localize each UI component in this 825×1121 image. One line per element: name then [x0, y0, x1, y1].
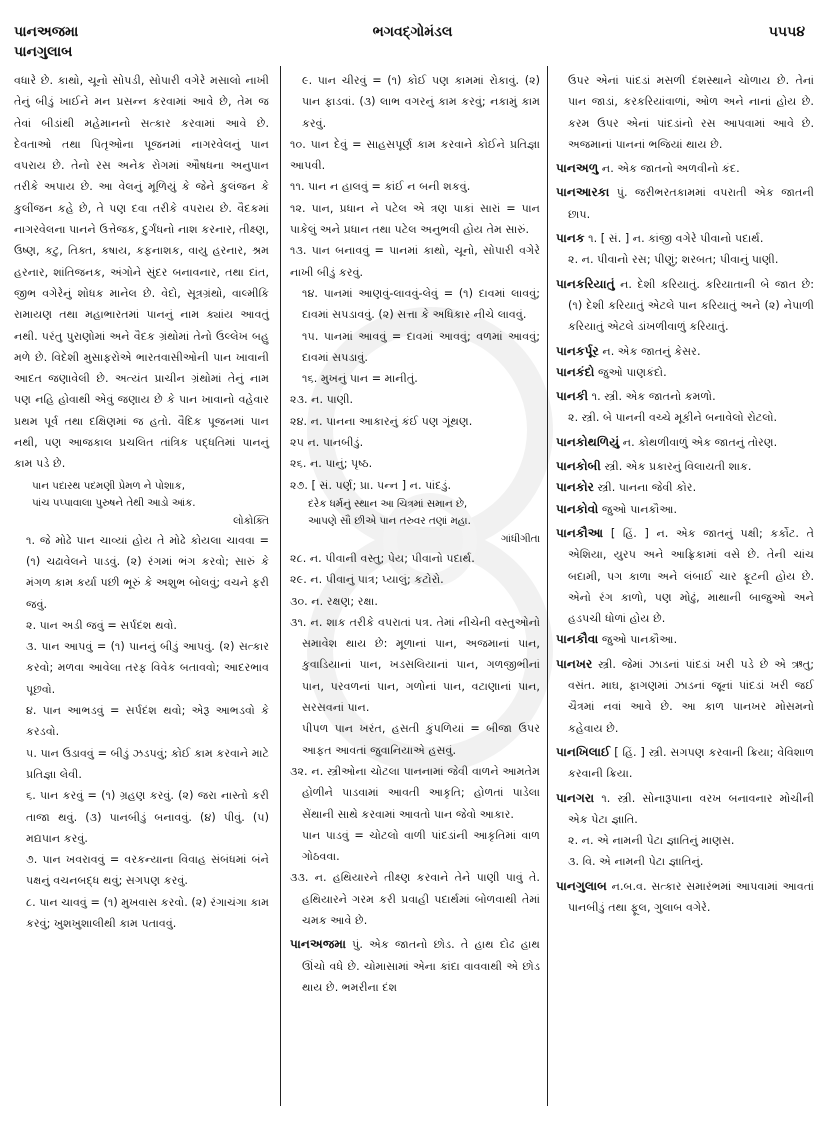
dictionary-entry [556, 341, 814, 362]
entry-definition: ન. એક જાતનું કેસર. [602, 344, 701, 358]
dictionary-entry [556, 228, 814, 249]
sense-item: ૨૯. ન. પીવાનું પાત્ર; પ્યાલું; કટોરો. [290, 573, 444, 587]
column-left [14, 70, 269, 934]
sense-item: ૨૪. ન. પાનના આકારનું કંઈ પણ ગૂંથણ. [290, 414, 473, 428]
sense-item: ૨૩. ન. પાણી. [290, 393, 354, 407]
entry-headword: પાનકૌઆ [556, 525, 604, 540]
entry-headword: પાનકોર [556, 480, 594, 495]
idiom-item: પાન પાડવું = ચોટલો વાળી પાંદડાંની આકૃતિમાં વાળ ગોઠવવા. [302, 828, 540, 864]
dictionary-entry [556, 182, 814, 225]
verse-source: ગાંધીગીતા [501, 532, 540, 545]
dictionary-entry [556, 456, 814, 477]
entry-subsense: ૨. ન. એ નામની પેટા જ્ઞાતિનું માણસ. [568, 834, 735, 848]
entry-definition: ન. કોથળીવાળું એક જાતનું તોરણ. [622, 435, 778, 449]
entry-headword: પાનકોવો [556, 501, 599, 516]
entry-definition: જુઓ પાનકૌઆ. [601, 502, 678, 516]
dictionary-entry [556, 274, 814, 338]
entry-definition: ન.બ.વ. સત્કાર સમારંભમાં આપવામાં આવતાં પાનબીડું તથા ફૂલ, ગુલાબ વગેરે. [568, 879, 814, 914]
idiom-item: ૧૩. પાન બનાવવું = પાનમાં કાથો, ચૂનો, સોપારી વગેરે નાખી બીડું કરવું. [290, 244, 540, 279]
idiom-item: ૧૨. પાન, પ્રધાન ને પટેલ એ ત્રણ પાકાં સારાં = પાન પાકેલું અને પ્રધાન તથા પટેલ અનુભવી હોય તેમ સારું. [290, 201, 540, 237]
entry-headword: પાનકંદો [556, 364, 595, 379]
entry-headword: પાનક [556, 231, 585, 246]
entry-headword: પાનકી [556, 389, 589, 404]
idiom-item: ૨. પાન અડી જવું = સર્પદંશ થવો. [26, 618, 177, 632]
dictionary-entry [556, 432, 814, 453]
dictionary-entry [556, 499, 814, 520]
sense-item: ૨૫ ન. પાનબીડું. [290, 436, 364, 450]
dictionary-entry [556, 158, 814, 179]
verse-source: લોકોક્તિ [233, 514, 269, 527]
guide-word-last: પાનગુલાબ [14, 44, 73, 60]
idiom-item: ૬. પાન કરવું = (૧) ગ્રહણ કરવું. (૨) જરા નાસ્તો કરી તાજા થવું. (૩) પાનબીડું બનાવવું. (૪) પીવું. (૫) મદ્યપાન કરવું. [26, 789, 269, 845]
entry-headword: પાનકોથળિયું [556, 434, 620, 449]
running-title: ભગવદ્ગોમંડલ [372, 24, 453, 40]
entry-headword: પાનગુલાબ [556, 878, 607, 893]
verse-line: આપણે સૌ છીએ પાન તરુવર તણાં મહા. [308, 514, 471, 527]
entry-headword: પાનગરા [556, 790, 595, 805]
sense-item: ૨૮. ન. પીવાની વસ્તુ; પેય; પીવાનો પદાર્થ. [290, 551, 475, 565]
column-right [556, 70, 814, 918]
idiom-item: ૧૪. પાનમાં આણવું-લાવવું-લેવું = (૧) દાવમાં લાવવું; દાવમાં સપડાવવું. (૨) સત્તા કે અધિકાર નીચે લાવવું. [302, 286, 540, 322]
column-divider [547, 66, 548, 1106]
idiom-item: ૧૦. પાન દેવું = સાહસપૂર્ણ કામ કરવાને કોઈને પ્રતિજ્ઞા આપવી. [290, 137, 540, 173]
entry-definition: જુઓ પાણકંદો. [598, 365, 667, 379]
entry-subsense: ૩. વિ. એ નામની પેટા જ્ઞાતિનું. [568, 855, 704, 869]
column-middle [290, 70, 540, 998]
verse-line: દરેક ધર્મનું સ્થાન આ ચિત્રમાં સમાન છે, [308, 497, 468, 510]
idiom-item: ૧૧. પાન ન હાલવું = કાંઈ ન બની શકવું. [290, 180, 471, 194]
idiom-item: ૧. જે મોઢે પાન ચાવ્યાં હોય તે મોઢે કોયલા ચાવવા = (૧) ચઢાવેલને પાડવું. (૨) રંગમાં ભંગ કરવો; સારું કે મંગળ કામ કર્યા પછી ભૂરું કે અશુભ બોલવું; વચને ફરી જવું. [26, 533, 269, 611]
entry-headword: પાનઅજમા [290, 937, 346, 952]
idiom-item: પીપળ પાન ખરંત, હસતી કુંપળિયાં = બીજા ઉપર આફત આવતાં જુવાનિયાએ હસવું. [302, 722, 540, 757]
entry-definition: પું. એક જાતનો છોડ. તે હાથ દોઢ હાથ ઊંચો વધે છે. ચોમાસામાં એના કાંદા વાવવાથી એ છોડ થાય છે. ભમરીના દંશ [302, 938, 541, 994]
idiom-item: ૪. પાન આભડવું = સર્પદંશ થવો; એરૂ આભડવો કે કરડવો. [26, 704, 269, 739]
entry-definition: ૧. [ સં. ] ન. કાંજી વગેરે પીવાનો પદાર્થ. [588, 232, 764, 246]
guide-word-first: પાનઅજમા [14, 24, 79, 40]
entry-headword: પાનખિલાઈ [556, 744, 611, 759]
column-divider [280, 66, 281, 1106]
dictionary-entry [556, 788, 814, 831]
dictionary-entry [556, 629, 814, 650]
dictionary-entry [556, 386, 814, 407]
dictionary-entry [556, 876, 814, 919]
idiom-item: ૩. પાન આપવું = (૧) પાનનું બીડું આપવું. (૨) સત્કાર કરવો; મળવા આવેલા તરફ વિવેક બતાવવો; આદરભાવ પૂછવો. [26, 640, 269, 696]
entry-continuation: વધારે છે. કાથો, ચૂનો સોપડી, સોપારી વગેરે મસાલો નાખી તેનું બીડું ખાઈને મન પ્રસન્ન કરવામાં આવે છે, તેમ જ તેવાં બીડાંથી મહેમાનનો સત્કાર કરવામાં આવે છે. દેવતાઓ તથા પિતૃઓના પૂજનમાં નાગરવેલનું પાન વપરાય છે. તેનો રસ અનેક રોગમાં ઔષધના અનુપાન તરીકે અપાય છે. આ વેલનું મૂળિયું કે જેને કુલંજન કે કુલીંજન કહે છે, તે પણ દવા તરીકે વપરાય છે. વૈદકમાં નાગરવેલના પાનને ઉત્તેજક, દુર્ગંધનો નાશ કરનાર, તીક્ષ્ણ, ઉષ્ણ, કટુ, તિક્ત, કષાય, કફનાશક, વાયુ હરનાર, શ્રમ હરનાર, શાંતિજનક, અંગોને સુંદર બનાવનાર, તથા દાંત, જીભ વગેરેનું શોધક માનેલ છે. વેદો, સૂત્રગ્રંથો, વાલ્મીકિ રામાયણ તથા મહાભારતમાં પાનનું નામ ક્યાંય આવતું નથી. પરંતુ પુરાણોમાં અને વૈદક ગ્રંથોમાં તેનો ઉલ્લેખ બહુ મળે છે. વિદેશી મુસાફરોએ ભારતવાસીઓની પાન ખાવાની આદત જણાવેલી છે. અત્યંત પ્રાચીન ગ્રંથોમાં તેનું નામ પણ નહિ હોવાથી એવું જણાય છે કે પાન ખાવાનો વહેવાર પ્રથમ પૂર્વ તથા દક્ષિણમાં જ હતો. વૈદિક પૂજનમાં પાન નથી, પણ આજકાલ પ્રચલિત તાંત્રિક પદ્ધતિમાં પાનનું કામ પડે છે. [14, 74, 269, 471]
sense-item: ૩૨. ન. સ્ત્રીઓના ચોટલા પાનનામાં જેવી વાળને આમતેમ હોળીને પાડવામાં આવતી આકૃતિ; હોળતાં પાડેલા સેંથાની સાથે કરવામાં આવતો પાન જેવો આકાર. [290, 764, 540, 821]
sense-item: ૩૧. ન. શાક તરીકે વપરાતાં પત્ર. તેમાં નીચેની વસ્તુઓનો સમાવેશ થાય છે: મૂળાનાં પાન, અજમાનાં પાન, કુવાડિયાનાં પાન, ખડસલિયાનાં પાન, ગળજીભીનાં પાન, પરવળનાં પાન, ગળોનાં પાન, વટાણાનાં પાન, સરસવનાં પાન. [290, 615, 540, 715]
entry-definition: ન. એક જાતનો અળવીનો કંદ. [601, 162, 740, 176]
entry-definition: સ્ત્રી. એક પ્રકારનું વિલાયતી શાક. [604, 460, 752, 474]
idiom-item: ૭. પાન ખવરાવવું = વરકન્યાના વિવાહ સંબંધમાં બંને પક્ષનું વચનબદ્ધ થવું; સગપણ કરવું. [26, 853, 269, 888]
sense-item: ૨૬. ન. પાનું; પૃષ્ઠ. [290, 457, 373, 471]
entry-subsense: ૨. ન. પીવાનો રસ; પીણું; શરબત; પીવાનું પાણી. [568, 253, 779, 267]
entry-definition: ૧. સ્ત્રી. સોનારૂપાના વરખ બનાવનાર મોચીની એક પેટા જ્ઞાતિ. [568, 791, 814, 826]
idiom-item: ૧૫. પાનમાં આવવું = દાવમાં આવવું; વળમાં આવવું; દાવમાં સપડાવું. [302, 329, 540, 364]
sense-item: ૨૭. [ સં. પર્ણ; પ્રા. પન્ન ] ન. પાંદડું. [290, 478, 452, 492]
dictionary-entry [556, 742, 814, 785]
entry-subsense: ૨. સ્ત્રી. બે પાનની વચ્ચે મૂકીને બનાવેલો રોટલો. [568, 411, 778, 425]
entry-definition: [ હિં. ] ન. એક જાતનું પક્ષી; કર્કોટ. તે એશિયા, યુરપ અને આફ્રિકામાં વસે છે. તેની ચાંચ બદામી, પગ કાળા અને લંબાઈ ચાર ફૂટની હોય છે. એનો રંગ કાળો, પણ મોઢું, માથાની બાજુઓ અને હડપચી ધોળાં હોય છે. [568, 526, 814, 626]
dictionary-entry [556, 477, 814, 498]
page-header [0, 12, 825, 64]
page-number: ૫૫૫૪ [768, 24, 805, 40]
entry-headword: પાનઆરકા [556, 185, 610, 200]
dictionary-entry [556, 362, 814, 383]
entry-headword: પાનકર્પૂર [556, 343, 599, 358]
entry-continuation: ઉપર એનાં પાંદડાં મસળી દંશસ્થાને ચોળાય છે. તેનાં પાન જાડાં, કરકરિયાંવાળાં, ઓળ અને નાનાં હોય છે. કરમ ઉપર એનાં પાંદડાંનો રસ આપવામાં આવે છે. અજમાનાં પાનનાં ભજિયાં થાય છે. [568, 74, 814, 151]
entry-definition: [ હિં. ] સ્ત્રી. સગપણ કરવાની ક્રિયા; વેવિશાળ કરવાની ક્રિયા. [568, 745, 814, 781]
idiom-item: ૮. પાન ચાવવું = (૧) મુખવાસ કરવો. (૨) રંગાચંગા કામ કરવું; ખુશખુશાલીથી કામ પતાવવું. [26, 895, 269, 930]
entry-headword: પાનઅળુ [556, 161, 599, 176]
entry-definition: સ્ત્રી. જેમાં ઝાડનાં પાંદડાં ખરી પડે છે એ ઋતુ; વસંત. માઘ, ફાગણમાં ઝાડનાં જૂનાં પાંદડાં ખરી જઈ ચૈત્રમાં નવાં આવે છે. આ કાળ પાનખર મોસમનો કહેવાય છે. [568, 657, 814, 735]
entry-headword: પાનખર [556, 656, 593, 671]
entry-headword: પાનકોબી [556, 459, 601, 474]
dictionary-entry [290, 934, 540, 998]
verse-line: પાંચ પપ્પાવાલા પુરુષને તેથી આડો આંક. [32, 496, 196, 509]
entry-headword: પાનકરિયાતું [556, 276, 615, 291]
entry-definition: જુઓ પાનકૌઆ. [601, 633, 678, 647]
entry-headword: પાનકૌવા [556, 632, 599, 647]
entry-definition: ન. દેશી કરિયાતું. કરિયાતાની બે જાત છે: (૧) દેશી કરિયાતું એટલે પાન કરિયાતું અને (૨) નેપાળી કરિયાતું એટલે ડાંખળીવાળું કરિયાતું. [568, 277, 814, 334]
idiom-item: ૯. પાન ચીરવું = (૧) કોઈ પણ કામમાં રોકાવું. (૨) પાન ફાડવાં. (૩) લાભ વગરનું કામ કરવું; નકામું કામ કરવું. [302, 74, 540, 130]
dictionary-entry [556, 523, 814, 629]
verse-line: પાન પદારથ પદમણી પ્રેમળ ને પોશાક, [32, 479, 185, 492]
dictionary-entry [556, 654, 814, 739]
idiom-item: ૫. પાન ઉડાવવું = બીડું ઝડપવું; કોઈ કામ કરવાને માટે પ્રતિજ્ઞા લેવી. [26, 746, 269, 781]
entry-definition: ૧. સ્ત્રી. એક જાતનો કમળો. [591, 390, 716, 404]
sense-item: ૩૦. ન. રક્ષણ; રક્ષા. [290, 594, 378, 608]
sense-item: ૩૩. ન. હથિયારને તીક્ષ્ણ કરવાને તેને પાણી પાવું તે. હથિયારને ગરમ કરી પ્રવાહી પદાર્થમાં બોળવાથી તેમાં ચમક આવે છે. [290, 871, 540, 927]
entry-definition: સ્ત્રી. પાનના જેવી કોર. [597, 481, 697, 495]
entry-definition: પું. જરીભરતકામમાં વપરાતી એક જાતની છાપ. [568, 186, 814, 221]
idiom-item: ૧૬. મુખનું પાન = માનીતું. [302, 372, 418, 386]
